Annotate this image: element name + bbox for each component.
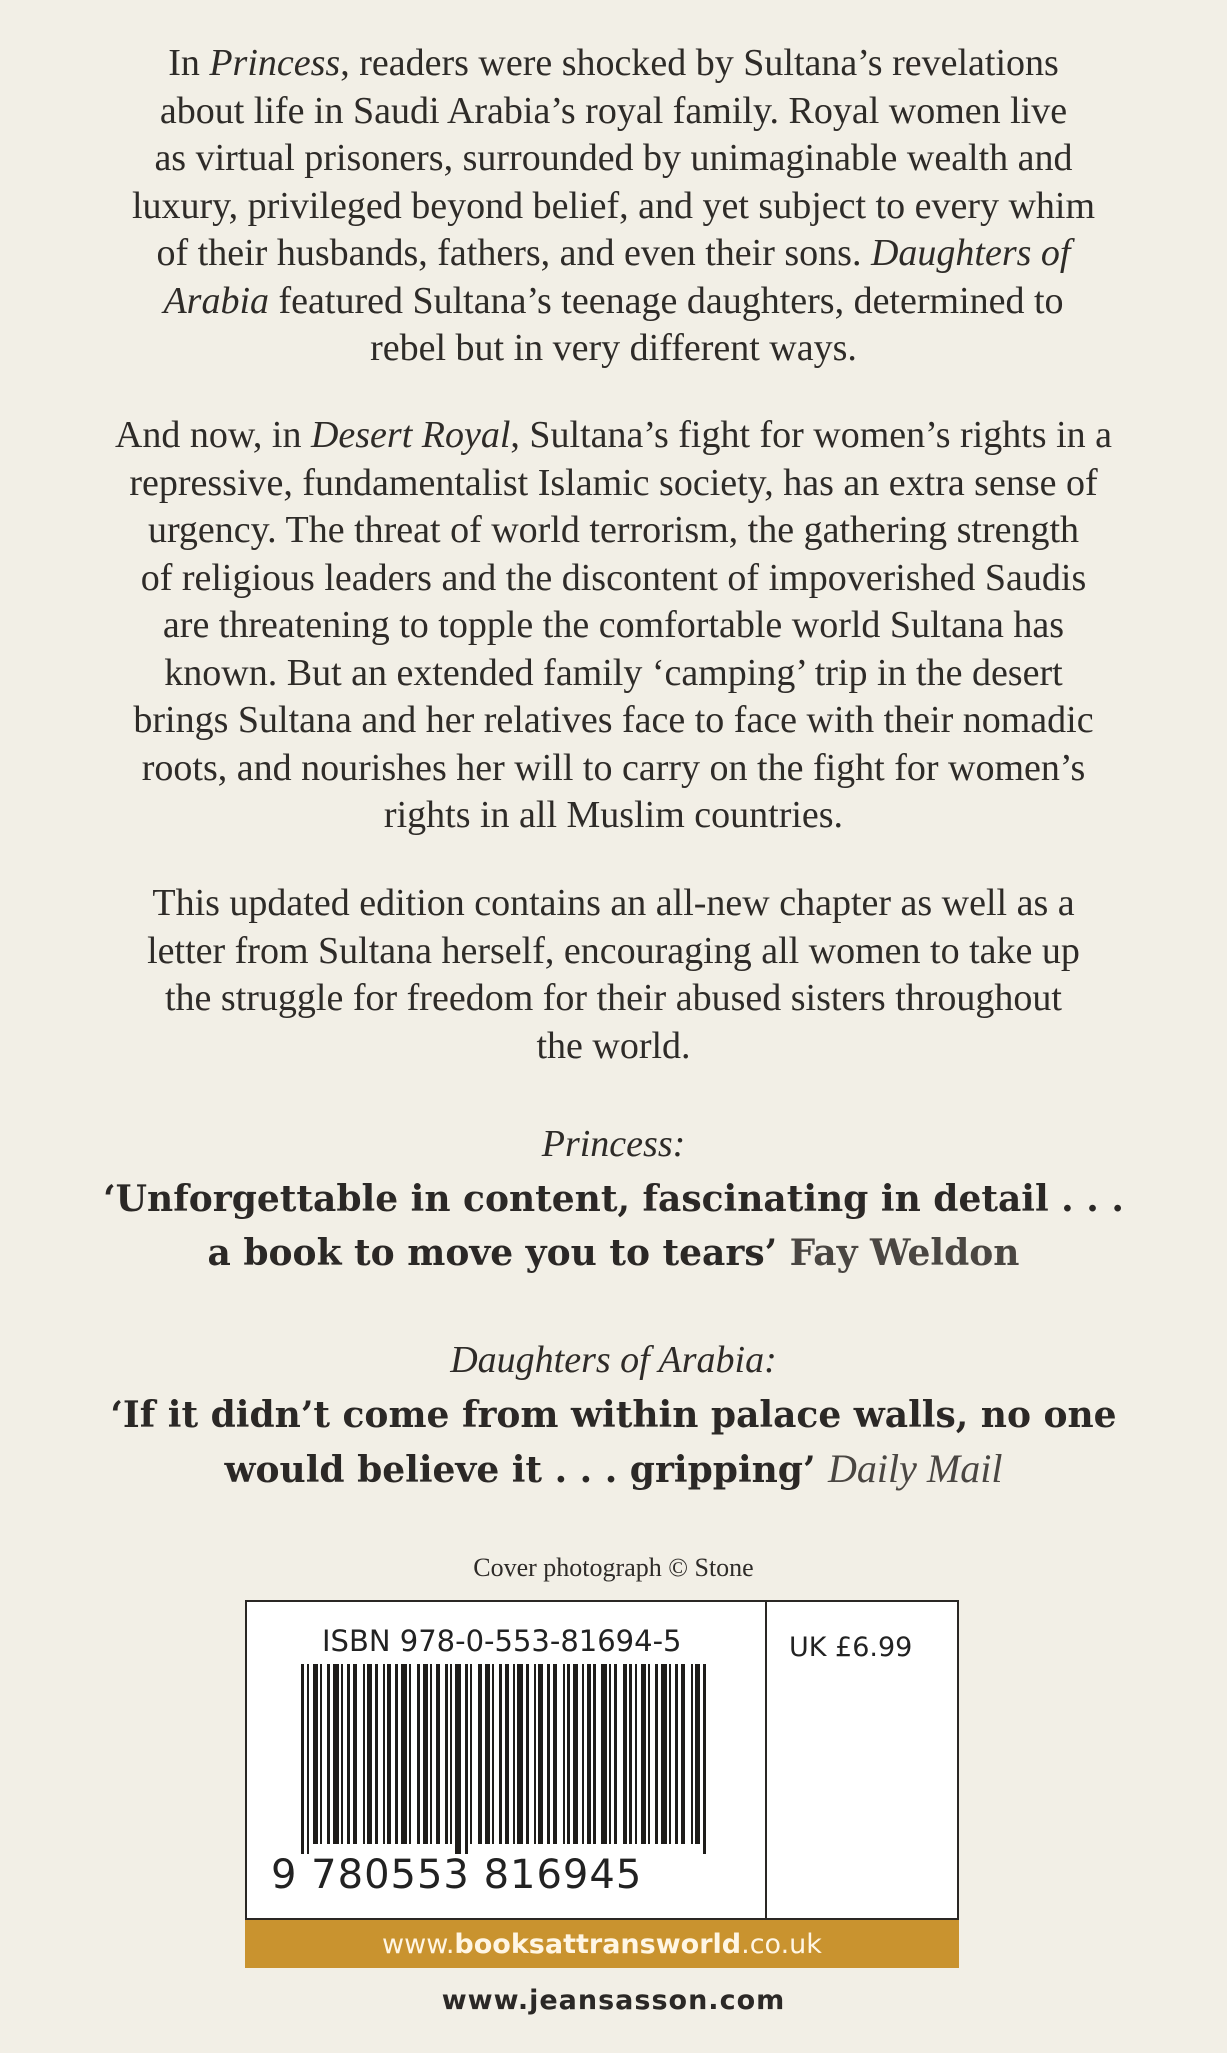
isbn-label: ISBN 978-0-553-81694-5 (322, 1624, 682, 1658)
barcode-bar (307, 1664, 309, 1854)
barcode-bar (669, 1664, 671, 1844)
text-line (50, 602, 1177, 650)
barcode-bar (641, 1664, 646, 1844)
barcode-bar (553, 1664, 557, 1844)
text-run: brings Sultana and her relatives face to face with their nomadic (133, 699, 1094, 741)
barcode-bar (395, 1664, 398, 1844)
text-line (50, 460, 1177, 508)
text-run: letter from Sultana herself, encouraging all women to take up (147, 929, 1080, 972)
text-line (50, 40, 1177, 88)
barcode-panel (247, 1602, 767, 1918)
barcode-bar (505, 1664, 509, 1844)
barcode-bar (367, 1664, 372, 1844)
quote-attribution: Daily Mail (828, 1446, 1003, 1491)
text-run: the world. (536, 1024, 691, 1067)
barcode-bar (563, 1664, 565, 1844)
quote-source-daughters: Daughters of Arabia: (450, 1339, 777, 1381)
barcode-bar (547, 1664, 550, 1844)
text-line (50, 975, 1177, 1023)
text-run: roots, and nourishes her will to carry on the fight for women’s (141, 746, 1086, 789)
barcode-bar (587, 1664, 591, 1844)
italic-title: Arabia (163, 279, 270, 322)
barcode-bar (648, 1664, 650, 1844)
text-line (50, 880, 1177, 928)
barcode-bars (301, 1664, 711, 1854)
text-line (50, 135, 1177, 183)
cover-credit: Cover photograph © Stone (473, 1553, 754, 1582)
text-line (50, 88, 1177, 136)
barcode-bar (353, 1664, 357, 1844)
barcode-bar (517, 1664, 523, 1844)
barcode-bar (635, 1664, 637, 1844)
blurb-paragraph-2 (50, 412, 1177, 840)
text-line (50, 650, 1177, 698)
text-line (50, 507, 1177, 555)
barcode-bar (470, 1664, 472, 1844)
barcode-bar (538, 1664, 543, 1844)
barcode-bar (614, 1664, 617, 1844)
text-line (50, 1023, 1177, 1071)
barcode-bar (445, 1664, 448, 1844)
barcode-bar (703, 1664, 706, 1854)
publisher-website-bar (245, 1920, 959, 1968)
text-line (50, 325, 1177, 373)
italic-title: Daughters of (870, 232, 1071, 274)
text-line (50, 183, 1177, 231)
barcode-bar (513, 1664, 515, 1844)
text-run: about life in Saudi Arabia’s royal family. Royal women live (159, 89, 1068, 132)
text-run: a book to move you to tears’ (207, 1232, 790, 1274)
quote-attribution: Fay Weldon (789, 1232, 1020, 1274)
text-line (50, 230, 1177, 278)
text-run: known. But an extended family ‘camping’ trip in the desert (164, 651, 1063, 694)
barcode-bar (681, 1664, 685, 1844)
barcode-bar (629, 1664, 632, 1844)
barcode-bar (582, 1664, 584, 1844)
barcode-bar (492, 1664, 494, 1844)
text-run: rights in all Muslim countries. (383, 794, 844, 836)
blurb-paragraph-3 (50, 880, 1177, 1070)
barcode-bar (593, 1664, 596, 1844)
review-quote-2 (0, 1388, 1227, 1497)
publisher-url-name: booksattransworld (454, 1928, 742, 1960)
text-run: of religious leaders and the discontent of impoverished Saudis (140, 556, 1087, 599)
text-line (50, 278, 1177, 326)
publisher-url-prefix: www. (382, 1928, 455, 1960)
text-run: as virtual prisoners, surrounded by unimaginable wealth and (154, 137, 1073, 179)
barcode-bar (485, 1664, 490, 1844)
barcode-bar (455, 1664, 461, 1854)
barcode-bar (409, 1664, 411, 1844)
quote-source-princess: Princess: (541, 1123, 686, 1165)
text-run: repressive, fundamentalist Islamic society, has an extra sense of (129, 461, 1098, 504)
text-line (50, 555, 1177, 603)
publisher-url-suffix: .co.uk (741, 1928, 822, 1960)
text-line (50, 697, 1177, 745)
barcode-bar (387, 1664, 391, 1844)
review-quote-1 (0, 1172, 1227, 1280)
text-run: ‘Unforgettable in content, fascinating in detail . . . (103, 1178, 1124, 1220)
text-line (50, 928, 1177, 976)
text-run: featured Sultana’s teenage daughters, determined to (269, 279, 1064, 322)
barcode-bar (301, 1664, 304, 1854)
barcode-bar (478, 1664, 482, 1844)
text-run: would believe it . . . gripping’ (224, 1449, 829, 1491)
barcode-digits: 9 780553 816945 (271, 1852, 643, 1898)
text-run: And now, in (114, 414, 311, 456)
text-run: rebel but in very different ways. (370, 327, 857, 369)
barcode-bar (430, 1664, 432, 1844)
barcode-bar (423, 1664, 428, 1844)
text-line (0, 1226, 1227, 1280)
text-run: the struggle for freedom for their abused sisters throughout (165, 977, 1062, 1019)
barcode-bar (465, 1664, 468, 1854)
barcode-bar (567, 1664, 570, 1844)
text-line (50, 792, 1177, 840)
text-line (0, 1172, 1227, 1226)
text-run: , readers were shocked by Sultana’s revelations (340, 42, 1059, 84)
barcode-bar (383, 1664, 385, 1844)
text-run: are threatening to topple the comfortable world Sultana has (162, 604, 1065, 646)
text-line (0, 1388, 1227, 1442)
barcode-bar (691, 1664, 693, 1844)
barcode-bar (573, 1664, 578, 1844)
barcode-bar (320, 1664, 322, 1844)
barcode-bar (623, 1664, 627, 1844)
barcode-bar (695, 1664, 700, 1844)
text-line (50, 412, 1177, 460)
barcode-bar (313, 1664, 318, 1844)
italic-title: Princess (209, 42, 341, 84)
barcode-bar (450, 1664, 452, 1844)
text-run: luxury, privileged beyond belief, and yet subject to every whim (131, 184, 1096, 227)
author-website: www.jeansasson.com (441, 1985, 786, 2016)
barcode-bar (534, 1664, 536, 1844)
text-run: , Sultana’s fight for women’s rights in a (510, 414, 1113, 456)
barcode-bar (375, 1664, 378, 1844)
barcode-bar (526, 1664, 529, 1844)
barcode-bar (327, 1664, 330, 1844)
text-line (0, 1442, 1227, 1497)
barcode-bar (436, 1664, 440, 1844)
price-label: UK £6.99 (789, 1632, 913, 1663)
barcode-bar (609, 1664, 611, 1844)
text-run: In (168, 42, 210, 84)
text-run: ‘If it didn’t come from within palace walls, no one (110, 1394, 1117, 1436)
barcode-bar (601, 1664, 607, 1844)
text-run: This updated edition contains an all-new chapter as well as a (152, 882, 1075, 924)
text-run: of their husbands, fathers, and even their sons. (156, 232, 871, 274)
italic-title: Desert Royal (310, 414, 511, 456)
text-run: urgency. The threat of world terrorism, the gathering strength (147, 509, 1080, 551)
barcode-bar (333, 1664, 339, 1844)
barcode-bar (499, 1664, 502, 1844)
barcode-bar (347, 1664, 350, 1844)
barcode-bar (661, 1664, 667, 1844)
text-line (50, 745, 1177, 793)
barcode-bar (341, 1664, 343, 1844)
barcode-bar (363, 1664, 365, 1844)
barcode-bar (417, 1664, 420, 1844)
barcode-box (245, 1600, 959, 1920)
barcode-bar (655, 1664, 658, 1844)
blurb-paragraph-1 (50, 40, 1177, 373)
barcode-bar (675, 1664, 678, 1844)
barcode-bar (401, 1664, 407, 1844)
